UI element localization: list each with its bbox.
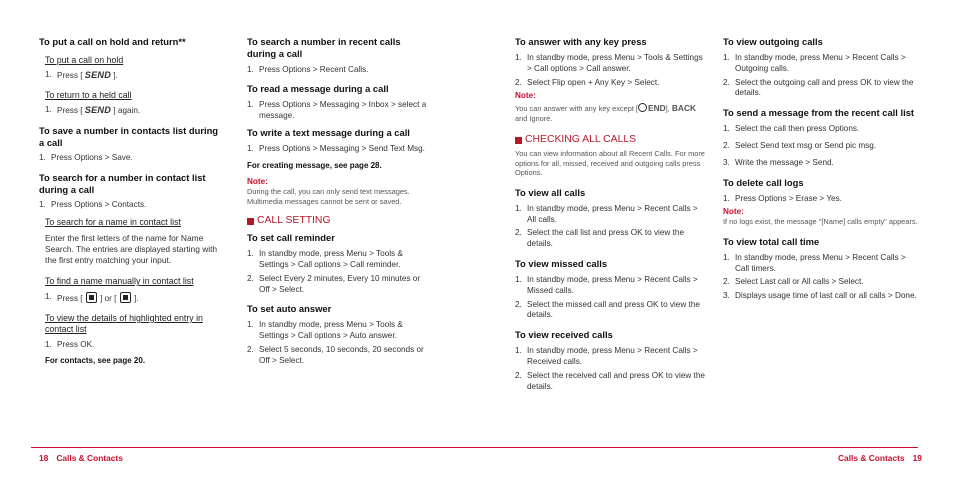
contacts-ref: For contacts, see page 20. <box>45 355 146 365</box>
send-title: To send a message from the recent call list <box>723 107 915 119</box>
list-item: 1. Press Options > Messaging > Inbox > select a message. <box>247 99 427 120</box>
list-item: 1. In standby mode, press Menu > Recent Calls > All calls. <box>515 203 698 224</box>
list-item: 1. Press Options > Save. <box>39 152 133 162</box>
list-item: 1. Press OK. <box>45 339 95 349</box>
delete-note: If no logs exist, the message "[Name] calls empty" appears. <box>723 217 918 227</box>
section-square-icon <box>515 137 522 144</box>
view-details-steps <box>45 340 223 351</box>
save-steps <box>39 153 223 164</box>
auto-steps <box>247 320 430 366</box>
page-number-left: 18 <box>39 453 49 463</box>
anykey-note: You can answer with any key except [ END], BACK and Ignore. <box>515 103 697 123</box>
reminder-title: To set call reminder <box>247 232 335 244</box>
back-key-label: BACK <box>671 103 697 114</box>
list-item: 1. In standby mode, press Menu > Recent Calls > Missed calls. <box>515 275 698 295</box>
note-label: Note: <box>515 91 536 101</box>
delete-title: To delete call logs <box>723 176 804 188</box>
checking-heading: CHECKING ALL CALLS <box>515 134 705 146</box>
list-item: 2. Select the received call and press OK to view the details. <box>515 370 705 391</box>
find-sub: To find a name manually in contact list <box>45 276 194 287</box>
list-item: 1. In standby mode, press Menu > Recent Calls > Outgoing calls. <box>723 53 906 73</box>
page-number-right: 19 <box>912 453 922 463</box>
hold-title: To put a call on hold and return** <box>39 36 186 47</box>
search-name-para: Enter the first letters of the name for Name Search. The entries are displayed starting with the first entry matching your input. <box>45 233 218 266</box>
received-steps <box>515 346 705 392</box>
list-item: 1. In standby mode, press Menu > Tools & Settings > Call options > Call answer. <box>515 53 703 73</box>
hold-block <box>39 55 223 117</box>
column-4 <box>723 36 918 305</box>
view-details-sub: To view the details of highlighted entry in contact list <box>45 312 203 334</box>
return-sub: To return to a held call <box>45 89 132 100</box>
reminder-steps <box>247 249 430 295</box>
all-steps <box>515 204 705 250</box>
delete-steps <box>723 194 918 205</box>
footer-label-left: Calls & Contacts <box>56 453 123 463</box>
list-item: 2. Select the outgoing call and press OK to view the details. <box>723 77 914 98</box>
list-item: 3. Displays usage time of last call or all calls > Done. <box>723 291 917 301</box>
search-title: To search for a number in contact list during a call <box>39 172 206 196</box>
list-item: 1. Press [ SEND ] again. <box>45 104 141 115</box>
total-steps <box>723 253 918 302</box>
missed-title: To view missed calls <box>515 258 608 270</box>
footer-divider <box>31 447 918 448</box>
return-steps <box>45 105 223 117</box>
list-item: 1. Press Options > Erase > Yes. <box>723 193 842 203</box>
list-item: 1. Press Options > Recent Calls. <box>247 65 369 74</box>
auto-title: To set auto answer <box>247 303 332 315</box>
list-item: 3. Write the message > Send. <box>723 157 834 167</box>
write-title: To write a text message during a call <box>247 127 410 139</box>
outgoing-title: To view outgoing calls <box>723 36 823 47</box>
anykey-title: To answer with any key press <box>515 36 647 47</box>
column-2 <box>247 36 430 370</box>
send-key-label: SEND <box>84 70 112 80</box>
column-3 <box>515 36 705 395</box>
list-item: 1. Press Options > Contacts. <box>39 200 147 210</box>
note-label: Note: <box>247 177 268 187</box>
search-name-sub: To search for a name in contact list <box>45 217 181 228</box>
list-item: 1. In standby mode, press Menu > Recent Calls > Received calls. <box>515 346 698 367</box>
list-item: 1. Press Options > Messaging > Send Text Msg. <box>247 144 425 154</box>
list-item: 2. Select 5 seconds, 10 seconds, 20 seconds or Off > Select. <box>247 344 424 365</box>
footer-right <box>838 453 922 463</box>
checking-para: You can view information about all Recent Calls. For more options for all, missed, received and outgoing calls press Options. <box>515 149 705 178</box>
nav-up-key-icon <box>86 292 97 303</box>
delete-note-label: Note: <box>723 207 744 217</box>
save-title: To save a number in contacts list during a call <box>39 124 219 148</box>
recent-steps <box>247 65 430 76</box>
list-item: 2. Select the missed call and press OK to view the details. <box>515 299 700 320</box>
list-item: 2. Select Every 2 minutes, Every 10 minutes or Off > Select. <box>247 273 421 294</box>
list-item: 1. In standby mode, press Menu > Recent Calls > Call timers. <box>723 252 906 273</box>
outgoing-steps <box>723 53 918 99</box>
list-item: 2. Select Last call or All calls > Select. <box>723 277 864 287</box>
call-setting-heading: CALL SETTING <box>247 215 430 227</box>
nav-down-key-icon <box>120 292 131 303</box>
section-square-icon <box>247 218 254 225</box>
list-item: 1. Press [ SEND ]. <box>45 70 118 80</box>
recent-title: To search a number in recent calls during a call <box>247 36 401 59</box>
send-key-label: SEND <box>84 104 112 115</box>
list-item: 2. Select the call list and press OK to view the details. <box>515 228 685 249</box>
footer-label-right: Calls & Contacts <box>838 453 905 463</box>
missed-steps <box>515 275 705 321</box>
creating-ref: For creating message, see page 28. <box>247 161 382 171</box>
hold-sub: To put a call on hold <box>45 55 124 65</box>
end-key-icon: END <box>638 103 666 113</box>
column-1 <box>39 36 223 366</box>
note-text: During the call, you can only send text messages. Multimedia messages cannot be sent or saved. <box>247 187 410 206</box>
all-title: To view all calls <box>515 186 586 198</box>
read-steps <box>247 100 430 122</box>
find-steps <box>45 292 223 305</box>
list-item: 1. In standby mode, press Menu > Tools & Settings > Call options > Call reminder. <box>247 249 403 269</box>
received-title: To view received calls <box>515 329 613 341</box>
list-item: 2. Select Flip open + Any Key > Select. <box>515 77 660 87</box>
total-title: To view total call time <box>723 235 820 247</box>
read-title: To read a message during a call <box>247 82 389 94</box>
send-steps <box>723 124 918 168</box>
list-item: 1. In standby mode, press Menu > Tools & Settings > Call options > Auto answer. <box>247 320 403 341</box>
list-item: 1. Select the call then press Options. <box>723 124 860 134</box>
list-item: 2. Select Send text msg or Send pic msg. <box>723 140 877 150</box>
list-item: 1. Press [ ] or [ ]. <box>45 292 139 304</box>
hold-steps <box>45 70 223 82</box>
footer-left <box>39 453 123 463</box>
search-steps <box>39 200 223 211</box>
write-steps <box>247 144 430 155</box>
anykey-steps <box>515 53 705 88</box>
search-sub-block <box>39 217 223 366</box>
